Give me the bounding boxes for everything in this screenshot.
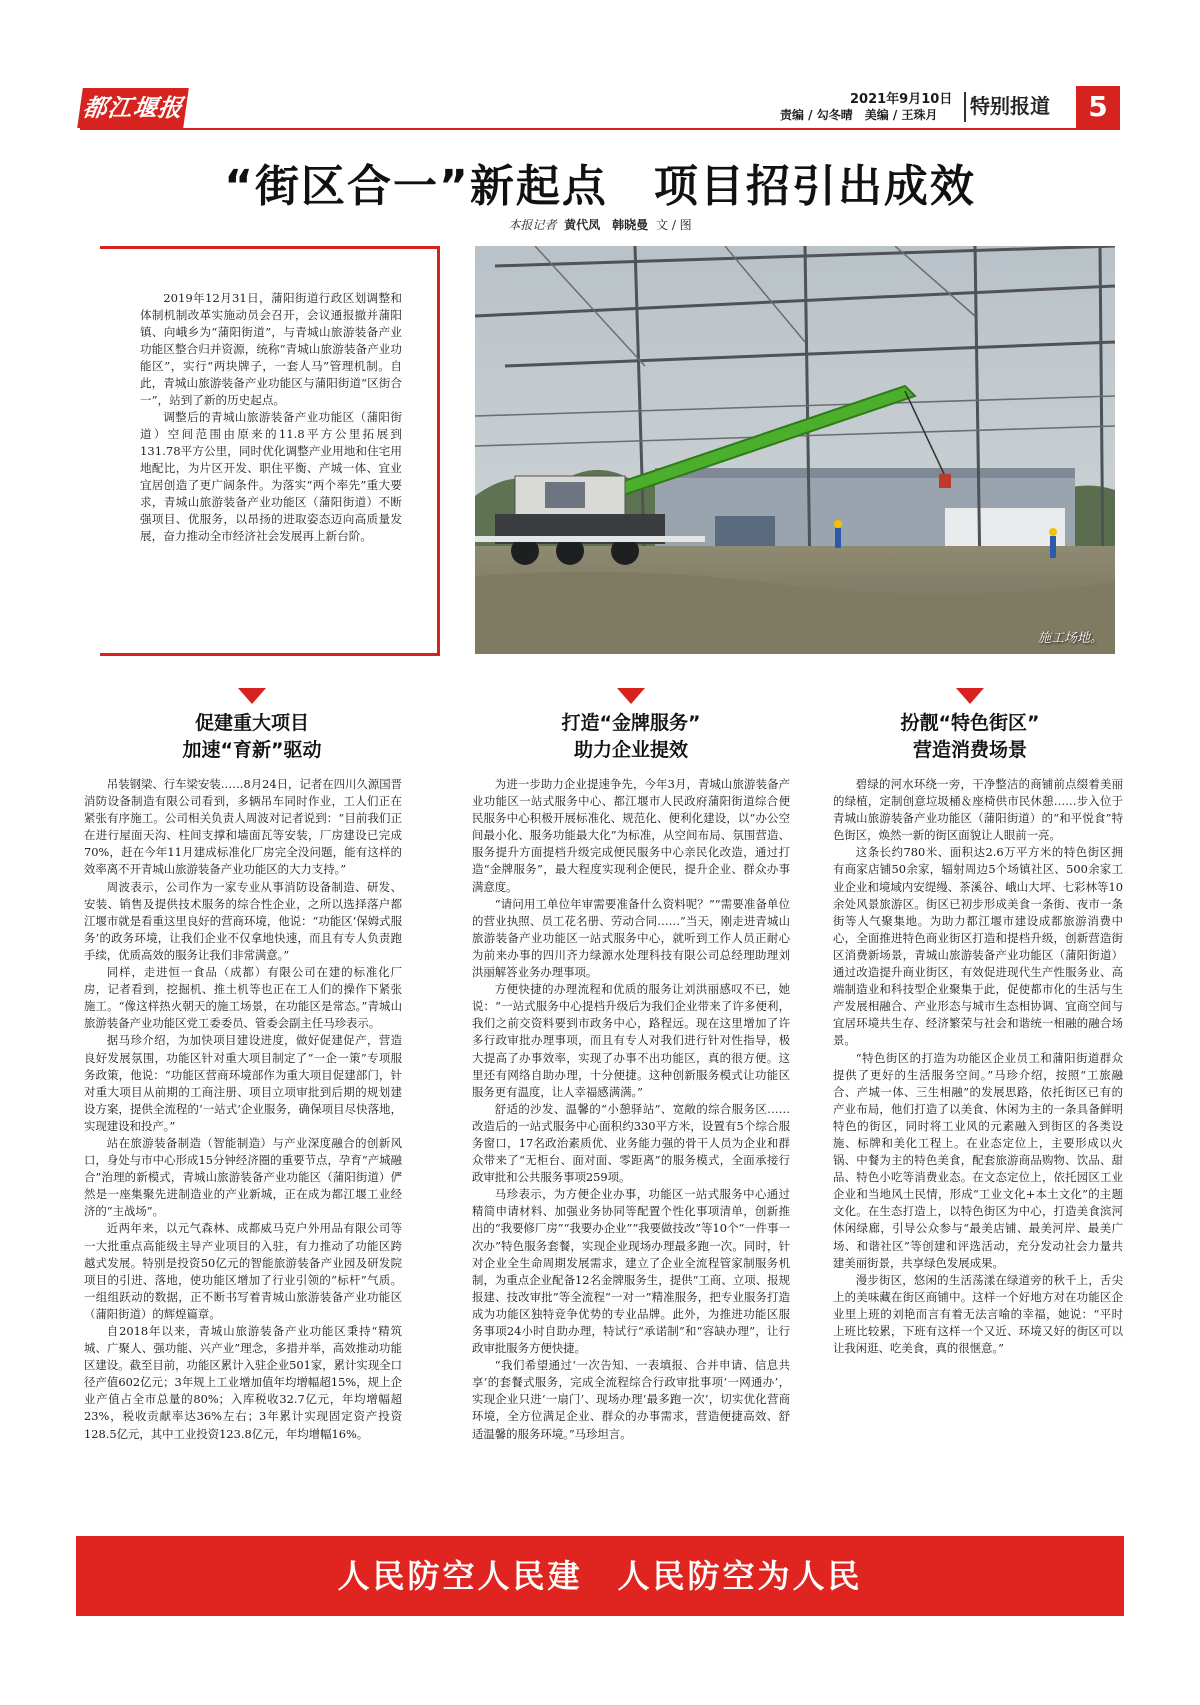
section-name: 特别报道	[970, 94, 1050, 118]
article-column-projects	[84, 776, 402, 1443]
article-paragraph: 自2018年以来，青城山旅游装备产业功能区秉持“精筑城、广聚人、强功能、兴产业”理念，多措并举，高效推动功能区建设。截至目前，功能区累计入驻企业501家，累计实现全口径产值602亿元；3年规上工业增加值年均增幅超15%，规上企业产值占全市总量的80%；入库税收32.7亿元，年均增幅超23%，税收贡献率达36%左右；3年累计实现固定资产投资128.5亿元，其中工业投资123.8亿元，年均增幅16%。	[84, 1324, 402, 1441]
article-paragraph: 据马珍介绍，为加快项目建设进度，做好促建促产，营造良好发展氛围，功能区针对重大项目制定了“一企一策”专项服务政策，他说：“功能区营商环境部作为重大项目促建部门，针对重大项目从前期的工商注册、项目立项审批到后期的规划建设方案，提供全流程的‘一站式’企业服务，确保项目尽快落地，实现建设和投产。”	[84, 1033, 402, 1133]
article-paragraph: 马珍表示，为方便企业办事，功能区一站式服务中心通过精简申请材料、加强业务协同等配置个性化事项清单，创新推出的“我要修厂房”“我要办企业”“我要做技改”等10个“一件事一次办”特色服务套餐，实现企业现场办理最多跑一次。同时，针对企业全生命周期发展需求，建立了企业全流程管家制服务机制，为重点企业配备12名金牌服务生，提供“工商、立项、报规报建、技改审批”等全流程“一对一”精准服务，把专业服务打造成为功能区独特竞争优势的专业品牌。此外，为推进功能区服务事项24小时自助办理，特试行“承诺制”和“容缺办理”，让行政审批服务方便快捷。	[472, 1187, 790, 1356]
issue-date: 2021年9月10日	[850, 92, 953, 107]
civil-defense-banner	[76, 1536, 1124, 1616]
article-paragraph: 近两年来，以元气森林、成都威马克户外用品有限公司等一大批重点高能级主导产业项目的入驻，有力推动了功能区跨越式发展。特别是投资50亿元的智能旅游装备产业园及研发院项目的引进、落地，使功能区增加了行业引领的“标杆”气质。一组组跃动的数据，正不断书写着青城山旅游装备产业功能区（蒲阳街道）的辉煌篇章。	[84, 1221, 402, 1321]
column-heading-line: 助力企业提效	[573, 739, 688, 761]
article-column-street	[833, 776, 1123, 1357]
article-column-service	[472, 776, 790, 1443]
column-heading-line: 营造消费场景	[912, 739, 1027, 761]
page-headline: “街区合一”新起点 项目招引出成效	[224, 161, 976, 212]
article-paragraph: 舒适的沙发、温馨的“小憩驿站”、宽敞的综合服务区……改造后的一站式服务中心面积约330平方米，设置有5个综合服务窗口，17名政治素质优、业务能力强的骨干人员为企业和群众带来了“无柜台、面对面、零距离”的服务模式，全面承接行政审批和公共服务事项259项。	[472, 1101, 790, 1185]
article-paragraph: 周波表示，公司作为一家专业从事消防设备制造、研发、安装、销售及提供技术服务的综合性企业，之所以选择落户都江堰市就是看重这里良好的营商环境，他说：“功能区‘保姆式服务’的政务环境，让我们企业不仅拿地快速，而且有专人负责跑手续，优质高效的服务让我们非常满意。”	[84, 879, 402, 962]
banner-slogan: 人民防空人民建 人民防空为人民	[337, 1557, 863, 1595]
photo-illustration	[475, 246, 1115, 654]
intro-paragraph: 调整后的青城山旅游装备产业功能区（蒲阳街道）空间范围由原来的11.8平方公里拓展到131.78平方公里，同时优化调整产业用地和住宅用地配比，为片区开发、职住平衡、产城一体、宜业宜居创造了更广阔条件。为落实“两个率先”重大要求，青城山旅游装备产业功能区（蒲阳街道）不断强项目、优服务，以昂扬的进取姿态迈向高质量发展，奋力推动全市经济社会发展再上新台阶。	[140, 410, 402, 543]
article-paragraph: 同样，走进恒一食品（成都）有限公司在建的标准化厂房，记者看到，挖掘机、推土机等也正在工人们的操作下紧张施工。“像这样热火朝天的施工场景，在功能区是常态。”青城山旅游装备产业功能区党工委委员、管委会副主任马珍表示。	[84, 965, 402, 1031]
column-heading-line: 促建重大项目	[194, 712, 309, 734]
article-paragraph: “请问用工单位年审需要准备什么资料呢？”“需要准备单位的营业执照、员工花名册、劳动合同……”当天，刚走进青城山旅游装备产业功能区一站式服务中心，就听到工作人员正耐心为前来办事的四川齐力绿源水处理科技有限公司总经理助理刘洪丽解答业务办理事项。	[472, 896, 790, 980]
header-rule	[80, 128, 1120, 130]
section-marker-icon	[617, 688, 645, 704]
section-marker-icon	[956, 688, 984, 704]
header-divider	[964, 92, 966, 122]
article-paragraph: 为进一步助力企业提速争先，今年3月，青城山旅游装备产业功能区一站式服务中心、都江堰市人民政府蒲阳街道综合便民服务中心积极开展标准化、规范化、便利化建设，以“办公空间最小化、服务功能最大化”为标准，从空间布局、氛围营造、服务提升方面提档升级完成便民服务中心亲民化改造，通过打造“金牌服务”，最大程度实现利企便民，提升企业、群众办事满意度。	[472, 777, 790, 894]
article-paragraph: 站在旅游装备制造（智能制造）与产业深度融合的创新风口，身处与市中心形成15分钟经济圈的重要节点，孕育“产城融合”治理的新模式，青城山旅游装备产业功能区（蒲阳街道）俨然是一座集聚先进制造业的产业新城，正在成为都江堰工业经济的“主战场”。	[84, 1135, 402, 1219]
intro-paragraph: 2019年12月31日，蒲阳街道行政区划调整和体制机制改革实施动员会召开，会议通报撤并蒲阳镇、向峨乡为“蒲阳街道”，与青城山旅游装备产业功能区整合归并资源，统称“青城山旅游装备产业功能区”，实行“两块牌子，一套人马”管理机制。自此，青城山旅游装备产业功能区与蒲阳街道“区街合一”，站到了新的历史起点。	[140, 291, 402, 407]
byline-authors: 黄代凤 韩晓曼	[564, 218, 649, 232]
article-paragraph: “我们希望通过‘一次告知、一表填报、合并申请、信息共享’的套餐式服务，完成全流程综合行政审批事项‘一网通办’，实现企业只进‘一扇门’、现场办理‘最多跑一次’，切实优化营商环境，全方位满足企业、群众的办事需求，营造便捷高效、舒适温馨的服务环境。”马珍坦言。	[472, 1358, 790, 1441]
article-paragraph: 碧绿的河水环绕一旁，干净整洁的商铺前点缀着美丽的绿植，定制创意垃圾桶＆座椅供市民休憩……步入位于青城山旅游装备产业功能区（蒲阳街道）的“和平悦食”特色街区，焕然一新的街区面貌让人眼前一亮。	[833, 777, 1123, 843]
byline-label: 本报记者	[508, 218, 557, 232]
article-paragraph: 方便快捷的办理流程和优质的服务让刘洪丽感叹不已，她说：“一站式服务中心提档升级后为我们企业带来了许多便利，我们之前交资料要到市政务中心，路程远。现在这里增加了许多行政审批办理事项，而且有专人对我们进行针对性指导，极大提高了办事效率，实现了办事不出功能区，真的很方便。这里还有网络自助办理，十分便捷。这种创新服务模式让功能区服务更有温度，让人幸福感满满。”	[472, 982, 790, 1099]
article-paragraph: 这条长约780米、面积达2.6万平方米的特色街区拥有商家店铺50余家，辐射周边5个场镇社区、500余家工业企业和境域内安缇缦、茶溪谷、峨山大坪、七彩林等10余处风景旅游区。街区已初步形成美食一条街、夜市一条街等人气聚集地。为助力都江堰市建设成都旅游消费中心，全面推进特色商业街区打造和提档升级，创新营造街区消费新场景，青城山旅游装备产业功能区（蒲阳街道）通过改造提升商业街区，有效促进现代生产性服务业、高端制造业和科技型企业聚集于此，促使都市化的生活与生产发展相融合、产业形态与城市生态相协调、宜商空间与宜居环境共生存、经济繁荣与社会和谐统一相融的融合场景。	[833, 845, 1123, 1048]
column-heading-line: 扮靓“特色街区”	[900, 712, 1040, 734]
intro-frame-bottom	[100, 653, 440, 656]
column-heading-line: 打造“金牌服务”	[561, 712, 701, 734]
column-heading-projects	[92, 710, 412, 764]
column-heading-line: 加速“育新”驱动	[182, 739, 322, 761]
article-paragraph: 吊装钢梁、行车梁安装……8月24日，记者在四川久源国晋消防设备制造有限公司看到，多辆吊车同时作业，工人们正在紧张有序施工。公司相关负责人周波对记者说到：“目前我们正在进行屋面天沟、柱间支撑和墙面瓦等安装，厂房建设已完成70%，赶在今年11月建成标准化厂房完全没问题，能有这样的效率离不开青城山旅游装备产业功能区的大力支持。”	[84, 777, 402, 877]
photo-caption: 施工场地。	[1037, 631, 1103, 646]
editor-credits: 责编 / 勾冬晴 美编 / 王珠月	[780, 108, 938, 122]
construction-site-photo	[475, 246, 1115, 654]
page-number: 5	[1076, 86, 1120, 128]
column-heading-service	[471, 710, 791, 764]
byline-suffix: 文 / 图	[656, 218, 692, 232]
column-heading-street	[810, 710, 1130, 764]
article-paragraph: “特色街区的打造为功能区企业员工和蒲阳街道群众提供了更好的生活服务空间。”马珍介绍，按照“工旅融合、产城一体、三生相融”的发展思路，依托街区已有的产业布局，他们打造了以美食、休闲为主的一条具备鲜明特色的街区，同时将工业风的元素融入到街区的各类设施、标牌和美化工程上。在业态定位上，主要形成以火锅、中餐为主的特色美食，配套旅游商品购物、饮品、甜品、特色小吃等消费业态。在文态定位上，依托园区工业企业和当地风土民情，形成“工业文化+本土文化”的主题文化。在生态打造上，以特色街区为中心，打造美食滨河休闲绿廊，引导公众参与“最美店铺、最美河岸、最美广场、和谐社区”等创建和评选活动，充分发动社会力量共建美丽街景，共享绿色发展成果。	[833, 1050, 1123, 1270]
intro-text	[140, 290, 402, 545]
section-marker-icon	[238, 688, 266, 704]
article-paragraph: 漫步街区，悠闲的生活荡漾在绿道旁的秋千上，舌尖上的美味藏在街区商铺中。这样一个好地方对在功能区企业里上班的刘艳而言有着无法言喻的幸福，她说：“平时上班比较累，下班有这样一个又近、环境又好的街区可以让我闲逛、吃美食，真的很惬意。”	[833, 1272, 1123, 1356]
byline	[80, 216, 1120, 233]
newspaper-logo: 都江堰报	[77, 88, 189, 128]
